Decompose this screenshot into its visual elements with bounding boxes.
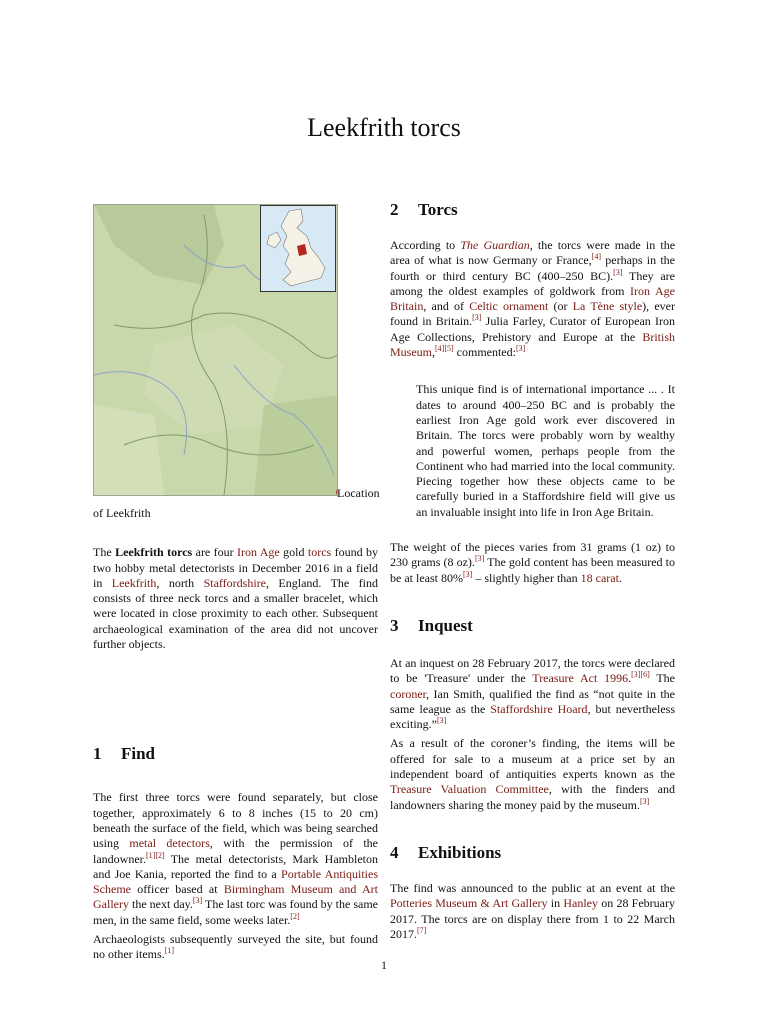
- link-iron-age[interactable]: Iron Age: [237, 545, 280, 560]
- link-treasure-valuation-committee[interactable]: Treasure Valuation Committee: [390, 782, 549, 797]
- link-18-carat[interactable]: 18 carat: [580, 570, 619, 585]
- link-celtic-ornament[interactable]: Celtic ornament: [469, 299, 549, 314]
- link-potteries-museum[interactable]: Potteries Museum & Art Gallery: [390, 896, 548, 911]
- citation[interactable]: [3]: [613, 267, 623, 277]
- find-paragraph-1: The first three torcs were found separately, but close together, approximately 6 to 8 inches (15 to 20 cm) beneath the surface of the field, which was being searched using metal detectors, with the permission of the landowner.[1][2] The metal detectorists, Mark Hambleton and Joe Kania, reported the find to a Portable Antiquities Scheme officer based at Birmingham Museum and Art Gallery the next day.[3] The last torc was found by the same men, in the same field, some weeks later.[2]: [93, 790, 378, 927]
- uk-inset-map: [260, 205, 336, 292]
- link-british-museum[interactable]: British Museum: [390, 329, 675, 360]
- inquest-paragraph-1: At an inquest on 28 February 2017, the torcs were declared to be 'Treasure' under the Treasure Act 1996.[3][6] The coroner, Ian Smith, qualified the find as “not quite in the same league as the Staffordshire Hoard, but nevertheless exciting.”[3]: [390, 655, 676, 732]
- find-paragraph-2: Archaeologists subsequently surveyed the site, but found no other items.[1]: [93, 932, 378, 962]
- link-portable-antiquities-scheme[interactable]: Portable Antiquities Scheme: [93, 866, 378, 897]
- page-title: Leekfrith torcs: [307, 113, 461, 142]
- map-caption-line: [93, 486, 380, 512]
- citation[interactable]: [7]: [417, 925, 427, 935]
- citation[interactable]: [1]: [164, 946, 174, 956]
- link-the-guardian[interactable]: The Guardian: [460, 238, 530, 252]
- citation[interactable]: [1][2]: [146, 850, 165, 860]
- inquest-paragraph-2: As a result of the coroner’s finding, the items will be offered for sale to a museum at a price set by an independent board of antiquities experts known as the Treasure Valuation Committee, with the finders and landowners sharing the money paid by the museum.[3]: [390, 736, 675, 812]
- link-staffordshire[interactable]: Staffordshire: [203, 575, 266, 590]
- citation[interactable]: [3][6]: [631, 670, 650, 680]
- citation[interactable]: [3]: [462, 569, 473, 579]
- page-number: 1: [381, 958, 387, 972]
- link-metal-detectors[interactable]: metal detectors: [129, 836, 210, 851]
- section-heading-exhibitions: 4 Exhibitions: [390, 842, 502, 862]
- link-iron-age-britain[interactable]: Iron Age Britain: [390, 283, 675, 314]
- right-column: [390, 200, 675, 942]
- link-treasure-act-1996[interactable]: Treasure Act 1996: [532, 671, 629, 686]
- map-caption-location: Location: [337, 486, 380, 500]
- citation[interactable]: [3]: [192, 896, 203, 906]
- citation[interactable]: [3]: [474, 554, 485, 564]
- link-coroner[interactable]: coroner: [390, 686, 427, 701]
- section-heading-find: 1 Find: [93, 744, 156, 764]
- citation[interactable]: [4][5]: [435, 344, 454, 354]
- torcs-paragraph-2: The weight of the pieces varies from 31 grams (1 oz) to 230 grams (8 oz).[3] The gold content has been measured to be at least 80%[3] – slightly higher than 18 carat.: [390, 540, 675, 585]
- section-heading-inquest: 3 Inquest: [390, 615, 473, 635]
- citation[interactable]: [3]: [472, 313, 482, 323]
- map-caption: of Leekfrith: [93, 506, 151, 520]
- link-staffordshire-hoard[interactable]: Staffordshire Hoard: [490, 701, 588, 716]
- section-heading-torcs: 2 Torcs: [390, 200, 458, 219]
- link-la-tene-style[interactable]: La Tène style: [572, 299, 643, 314]
- link-torcs[interactable]: torcs: [307, 545, 332, 560]
- link-birmingham-museum[interactable]: Birmingham Museum and Art Gallery: [93, 882, 378, 912]
- uk-inset-icon: [261, 206, 335, 291]
- citation[interactable]: [2]: [290, 911, 300, 921]
- citation[interactable]: [3]: [436, 716, 447, 726]
- citation[interactable]: [4]: [591, 252, 602, 262]
- link-leekfrith[interactable]: Leekfrith: [111, 575, 157, 590]
- torcs-paragraph-1: According to The Guardian, the torcs were made in the area of what is now Germany or France,[4] perhaps in the fourth or third century BC (400–250 BC).[3] They are among the oldest examples of goldwork from Iron Age Britain, and of Celtic ornament (or La Tène style), ever found in Britain.[3] Julia Farley, Curator of European Iron Age Collections, Prehistory and Europe at the British Museum,[4][5] commented:[3]: [390, 238, 676, 360]
- left-column: [93, 204, 378, 963]
- link-hanley[interactable]: Hanley: [563, 896, 598, 911]
- exhibitions-paragraph: The find was announced to the public at an event at the Potteries Museum & Art Gallery in Hanley on 28 February 2017. The torcs are on display there from 1 to 22 March 2017.[7]: [390, 880, 675, 941]
- blockquote: This unique find is of international importance ... . It dates to around 400–250 BC and is probably the earliest Iron Age gold work ever discovered in Britain. The torcs were probably worn by wealthy and powerful women, perhaps people from the Continent who had married into the local community. Piecing together how these objects came to be carefully buried in a Staffordshire field will give us an invaluable insight into life in Iron Age Britain.: [416, 382, 675, 519]
- intro-paragraph: The Leekfrith torcs are four Iron Age gold torcs found by two hobby metal detectorists in December 2016 in a field in Leekfrith, north Staffordshire, England. The find consists of three neck torcs and a smaller bracelet, which were located in close proximity to each other. Subsequent archaeological examination of the area did not uncover further objects.: [93, 545, 379, 652]
- citation[interactable]: [3]: [515, 344, 526, 354]
- citation[interactable]: [3]: [639, 796, 650, 806]
- location-map[interactable]: [93, 204, 338, 496]
